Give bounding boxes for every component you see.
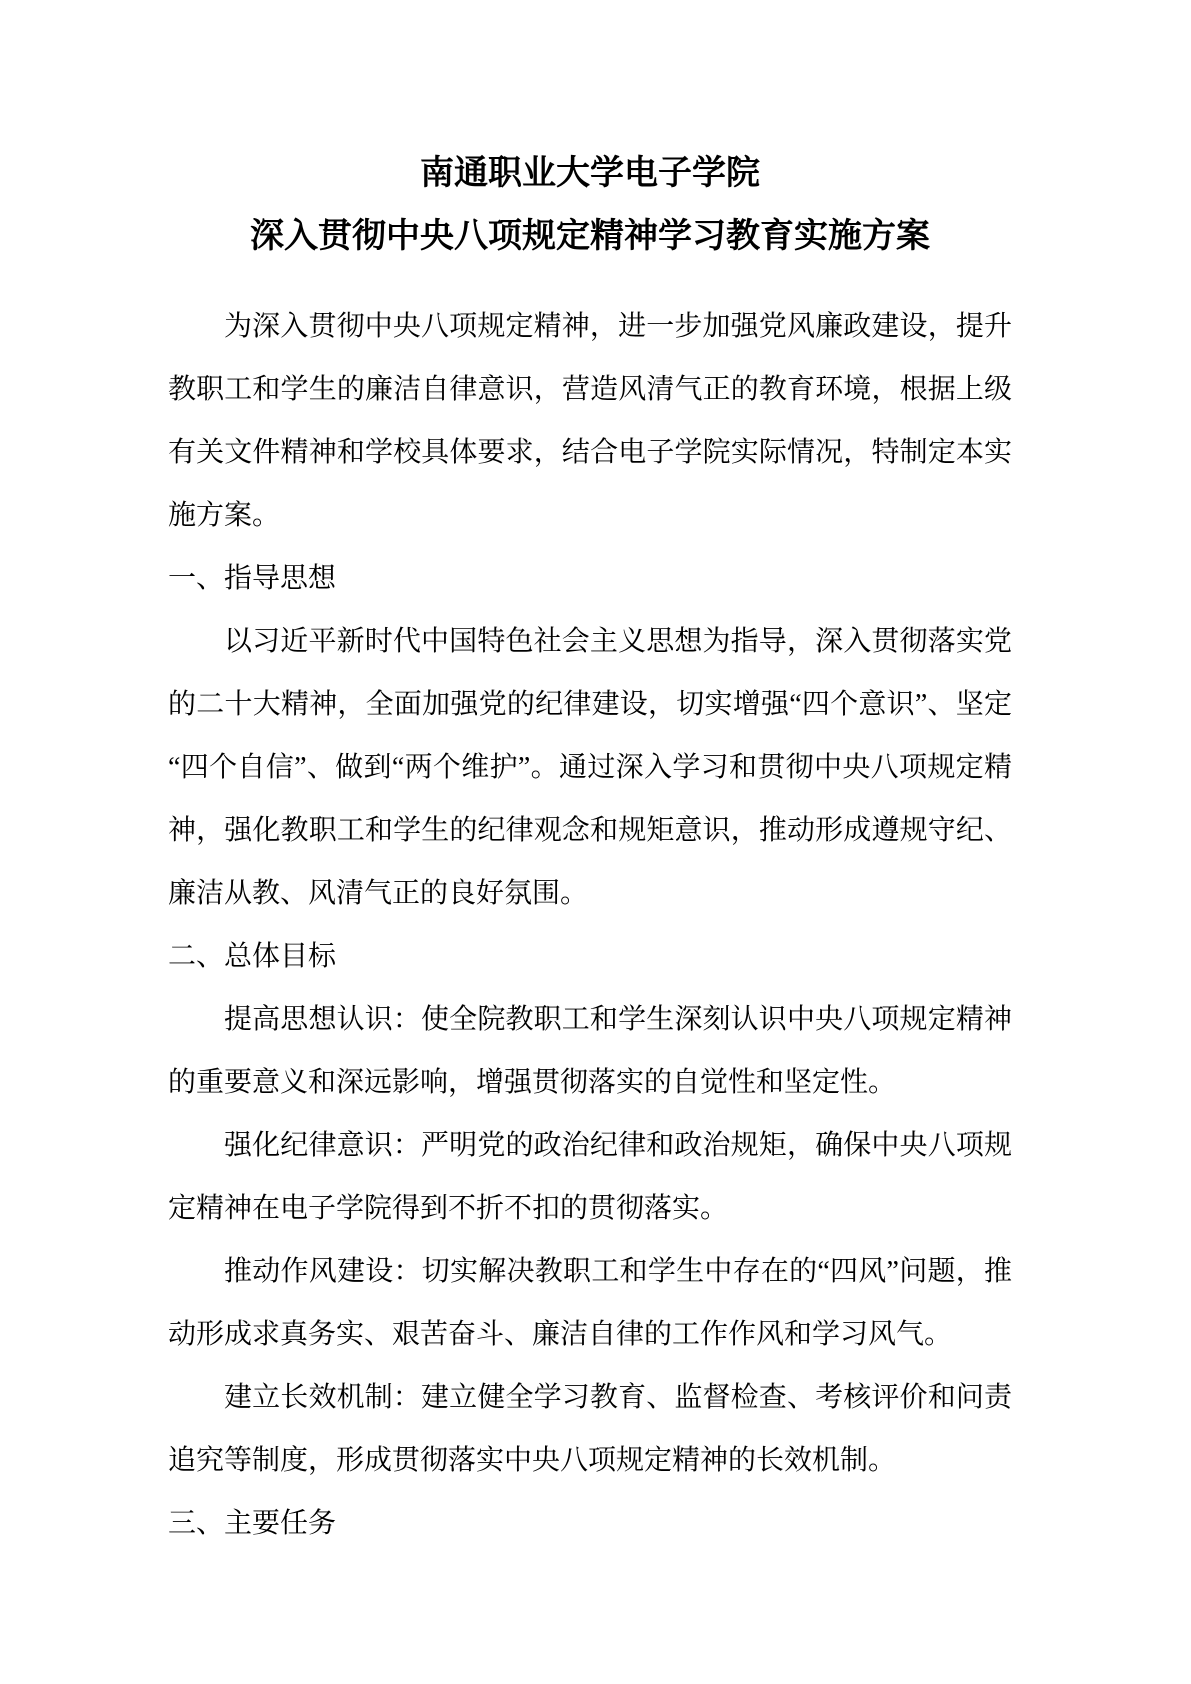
document-body xyxy=(168,295,1012,1555)
goal-raise-awareness-paragraph: 提高思想认识：使全院教职工和学生深刻认识中央八项规定精神的重要意义和深远影响，增强贯彻落实的自觉性和坚定性。 xyxy=(168,1004,1012,1098)
doc-title-line-1: 南通职业大学电子学院 xyxy=(420,154,760,192)
guiding-ideology-paragraph: 以习近平新时代中国特色社会主义思想为指导，深入贯彻落实党的二十大精神，全面加强党的纪律建设，切实增强“四个意识”、坚定“四个自信”、做到“两个维护”。通过深入学习和贯彻中央八项规定精神，强化教职工和学生的纪律观念和规矩意识，推动形成遵规守纪、廉洁从教、风清气正的良好氛围。 xyxy=(168,626,1012,909)
heading-main-tasks: 三、主要任务 xyxy=(168,1508,337,1539)
heading-guiding-ideology: 一、指导思想 xyxy=(168,563,337,594)
document-header xyxy=(168,142,1012,268)
intro-paragraph: 为深入贯彻中央八项规定精神，进一步加强党风廉政建设，提升教职工和学生的廉洁自律意识，营造风清气正的教育环境，根据上级有关文件精神和学校具体要求，结合电子学院实际情况，特制定本实施方案。 xyxy=(168,311,1012,531)
heading-overall-goals: 二、总体目标 xyxy=(168,941,337,972)
doc-title-line-2: 深入贯彻中央八项规定精神学习教育实施方案 xyxy=(250,217,930,255)
goal-work-style-paragraph: 推动作风建设：切实解决教职工和学生中存在的“四风”问题，推动形成求真务实、艰苦奋斗、廉洁自律的工作作风和学习风气。 xyxy=(168,1256,1012,1350)
goal-long-term-mechanism-paragraph: 建立长效机制：建立健全学习教育、监督检查、考核评价和问责追究等制度，形成贯彻落实中央八项规定精神的长效机制。 xyxy=(168,1382,1012,1476)
goal-strengthen-discipline-paragraph: 强化纪律意识：严明党的政治纪律和政治规矩，确保中央八项规定精神在电子学院得到不折不扣的贯彻落实。 xyxy=(168,1130,1012,1224)
